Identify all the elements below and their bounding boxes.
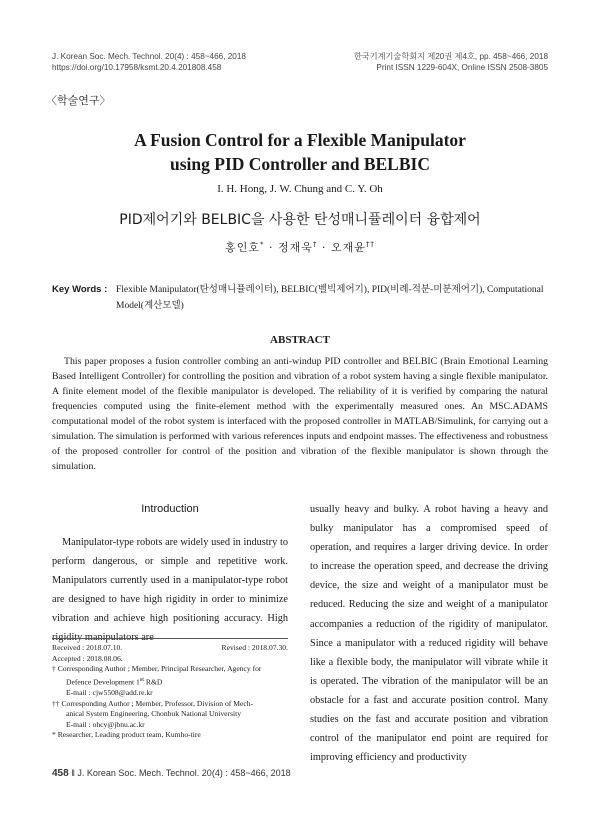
page-number: 458	[52, 768, 69, 779]
paper-title-korean: PID제어기와 BELBIC을 사용한 탄성매니퓰레이터 융합제어	[119, 212, 481, 228]
authors-korean	[0, 239, 600, 255]
author-1-mark: *	[260, 240, 265, 249]
footnotes	[52, 643, 288, 741]
footnote-affiliation-2: anical System Engineering, Chonbuk National University	[66, 709, 242, 719]
intro-left-column: Manipulator-type robots are widely used in industry to perform dangerous, or simple and repetitive work. Manipulators currently used in a manipulator-type robot are designed to have high rigidity in order to minimize vibration and achieve high positioning accuracy. High	[52, 537, 288, 624]
running-header-left	[52, 51, 246, 73]
journal-citation: J. Korean Soc. Mech. Technol. 20(4) : 458~466, 2018	[52, 52, 246, 61]
keywords-label: Key Words :	[52, 284, 108, 295]
article-category: 〈학술연구〉	[46, 94, 111, 107]
accepted-date: Accepted : 2018.08.06.	[52, 653, 123, 663]
received-date: Received : 2018.07.10.	[52, 643, 123, 652]
author-1: 홍인호	[225, 241, 261, 254]
abstract-heading: ABSTRACT	[270, 334, 330, 346]
footnote-corresponding-1: † Corresponding Author ; Member, Principal Researcher, Agency for	[52, 664, 262, 674]
received-revised-row	[52, 643, 288, 654]
journal-citation-ko: 한국기계기술학회지 제20권 제4호, pp. 458~466, 2018	[353, 52, 548, 61]
authors-english: I. H. Hong, J. W. Chung and C. Y. Oh	[217, 183, 383, 195]
introduction-heading: Introduction	[141, 503, 199, 515]
title-line-1: A Fusion Control for a Flexible Manipulator	[134, 130, 466, 150]
affiliation-text: Defence Development 1	[66, 677, 140, 687]
issn-line: Print ISSN 1229-604X, Online ISSN 2508-3805	[376, 63, 548, 72]
author-2: 정재욱	[278, 241, 313, 254]
intro-right-column: usually heavy and bulky. A robot having a heavy and bulky manipulator has a compromised speed of operation, and requires a larger driving device. In order to increase the operation speed, and decrease the driving device, the size and weight of a manipulator must be reduced. Reducing the size and weight of a manipulator accompanies a reduction of the rigidity of manipulator. Since a manipulator with a reduced rigidity will behave like a flexible body, the manipulator will vibrate while it is operated. The vibration of the manipulator will be an obstacle for a fast and accurate position control. Many studies on the fast and accurate position and vibration control of the manipulator end point are required for improving efficiency and productivity	[310, 504, 548, 764]
doi-link[interactable]: https://doi.org/10.17958/ksmt.20.4.201808.458	[52, 63, 222, 72]
abstract-body: This paper proposes a fusion controller combing an anti-windup PID controller and BELBIC (Brain Emotional Learning Based Intelligent Controller) for controlling the position and vibration of a robot system having a single flexible manipulator. A finite element model of the flexible manipulator is developed. The reliability of it is verified by comparing the natural frequencies computed using the finite-element method with the experimentally measured ones. An MSC.ADAMS computational model of the robot system is interfaced with the proposed controller in MATLAB/Simulink, for carrying out a simulation. The simulation is performed with various references inputs and endpoint masses. The effectiveness and robustness of the proposed controller for control of the position and vibration of the flexible manipulator is shown through the simulation.	[52, 356, 548, 472]
author-2-mark: †	[312, 240, 318, 249]
ordinal-suffix: st	[139, 675, 145, 683]
footnote-researcher: * Researcher, Leading product team, Kumho-tire	[52, 730, 201, 740]
page-footer	[52, 768, 291, 779]
footnote-divider	[52, 638, 288, 639]
affiliation-text-tail: R&D	[144, 677, 163, 687]
revised-date: Revised : 2018.07.30.	[221, 643, 288, 652]
footer-separator: ‖	[68, 768, 78, 778]
keywords-text: Flexible Manipulator(탄성매니퓰레이터), BELBIC(벨빅제어기), PID(비례-적분-미분제어기), Computational Model(계산모델)	[116, 285, 544, 311]
title-line-2: using PID Controller and BELBIC	[170, 154, 430, 174]
author-separator: ·	[317, 241, 331, 254]
author-3: 오재윤	[330, 241, 366, 254]
footnote-corresponding-2: †† Corresponding Author ; Member, Professor, Division of Mech-	[52, 698, 254, 708]
author-separator: ·	[264, 241, 279, 254]
author-3-mark: ††	[365, 240, 375, 249]
footer-journal: J. Korean Soc. Mech. Technol. 20(4) : 458~466, 2018	[77, 768, 291, 778]
running-header-right	[354, 51, 548, 73]
email-1[interactable]: E-mail : cjw5508@add.re.kr	[66, 687, 153, 697]
footnote-affiliation-1	[52, 675, 288, 688]
email-2[interactable]: E-mail : ohcy@jbnu.ac.kr	[66, 719, 145, 729]
paper-title	[0, 128, 600, 176]
keywords-block	[52, 282, 548, 314]
